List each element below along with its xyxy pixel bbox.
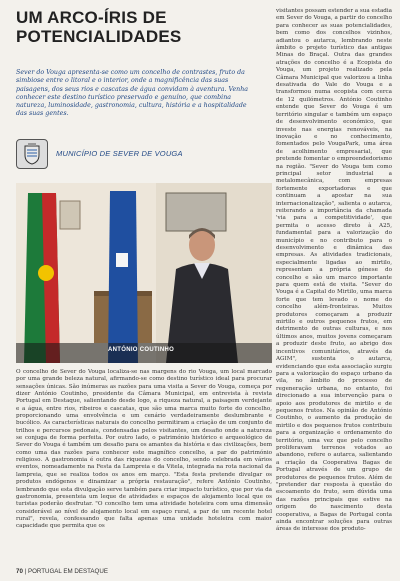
article-body-left-column	[16, 369, 272, 531]
body-paragraph: visitantes possam estender a sua estadia em Sever do Vouga, a partir do concelho para conhecer as suas potencialidades, bem como dos concelhos vizinhos, adiantou o autarca, lembrando neste âmbito o projeto turístico das antigas Minas do Braçal. Outra das grandes atrações do concelho é a Ecopista do Vouga, um projeto realizado pela Câmara Municipal que valorizou a linha desativada do Vale do Vouga e a transformou numa ecopista com cerca de 12 quilómetros. António Coutinho entende que Sever do Vouga é um território singular e também um espaço de desenvolvimento económico, que investe nas energias renováveis, na inovação e no conhecimento, fomentados pelo VougaPark, uma área de acolhimento empresarial, que pretende fomentar o empreendedorismo na região. "Sever do Vouga tem como principal setor industrial a metalomecânica, com empresas fortemente exportadoras e que continuam a apostar na sua internacionalização", salienta o autarca, reiterando a importância da chamada 'via para a competitividade', que permita o acesso direto à A25, fundamental para a valorização do município e no contributo para o desenvolvimento e dinâmica das empresas. As atividades tradicionais, especialmente ligadas ao mirtilo, representam a própria génese do concelho e são um marco importante para quem está de visita. "Sever do Vouga é a Capital do Mirtilo, uma marca forte que tem levado o nome do concelho além-fronteiras. Muitos produtores começaram a produzir mirtilo e outros pequenos frutos, em detrimento de outras culturas, e nos últimos anos, muitos jovens começaram a produzir deste fruto, ao abrigo dos incentivos comunitários, através da AGIM", sustenta o autarca, evidenciando que esta associação surgiu para a valorização do espaço urbano da vila, no âmbito do processo de regeneração urbana, no entanto, foi direcionado a sua intervenção para o apoio aos produtores de mirtilo e de pequenos frutos. Na opinião de António Coutinho, o aumento da produção de mirtilo e dos pequenos frutos contribuiu para a organização e ordenamento do território, uma vez que pelo concelho proliferavam terrenos votados ao abandono, refere o autarca, salientando a criação da Cooperativa Bagas de Portugal através de um grupo de produtores de pequenos frutos. Além de "pretender dar resposta à questão do escoamento do fruto, sem dúvida uma das razões principais que estive na origem do nascimento desta cooperativa, a Bagas de Portugal conta ainda encontrar soluções para outras áreas de interesse dos produto-	[276, 8, 392, 533]
footer-separator: |	[24, 568, 28, 575]
municipal-crest-icon	[16, 139, 48, 169]
municipality-header	[16, 139, 256, 167]
page-number: 70	[16, 568, 23, 575]
body-paragraph: O concelho de Sever do Vouga localiza-se nas margens do rio Vouga, um local marcado por uma grande beleza natural, afirmando-se como destino turístico ideal para procurar sensações únicas. São inúmeras as razões para uma visita a Sever do Vouga, começa por dizer António Coutinho, presidente da Câmara Municipal, em entrevista à revista Portugal em Destaque, salientando desde logo, a riqueza natural, a paisagem verdejante e a água, entre rios, ribeiros e cascatas, que são uma marca muito forte do concelho, proporcionando uma envolvência e um cenário verdadeiramente deslumbrante e bucólico. As características naturais do concelho permitiram a criação de um conjunto de trilhos e percursos pedonais, condensadas pelos visitantes, um desafio onde a natureza se conjuga de forma perfeita. Por outro lado, o património histórico e arqueológico de Sever do Vouga é também um desafio para os amantes da história e das civilizações, bem como uma das razões para conhecer este magnífico concelho, a par do património religioso. A gastronomia é outra das riquezas do concelho, sendo celebrada em vários eventos, nomeadamente na Festa da Lampreia e da Vitela, integrada na rota nacional da lampreia, que se realiza todos os anos em março. "Esta festa pretende divulgar os produtos endógenos e dinamizar a própria restauração", refere António Coutinho, lembrando que esta divulgação serve também para criar impacto turístico, que por via da gastronomia, presenteia um leque de atividades e espaços de alojamento local que os turistas poderão desfrutar. "O concelho tem uma atividade hoteleira com uma dimensão considerável ao nível do alojamento local em espaço rural, a par de um recente hotel rural", revela, confessando que falta apenas uma unidade hoteleira com maior capacidade que permita que os	[16, 369, 272, 530]
page-footer	[16, 568, 108, 575]
article-lead: Sever do Vouga apresenta-se como um concelho de contrastes, fruto da simbiose entre o litoral e o interior, onde a magnificência das suas paisagens, dos seus rios e cascatas de água convidam à aventura. Venha conhecer este destino turístico preservado e genuíno, que combina natureza, luminosidade, gastronomia, cultura, história e a hospitalidade das suas gentes.	[16, 69, 249, 118]
photo-caption: ANTÓNIO COUTINHO	[108, 347, 175, 353]
article-body-right-column	[276, 8, 392, 534]
publication-name: PORTUGAL EM DESTAQUE	[27, 568, 108, 575]
article-title: UM ARCO-ÍRIS DE POTENCIALIDADES	[16, 8, 182, 46]
interview-photo	[16, 183, 272, 363]
municipality-label: MUNICÍPIO DE SEVER DE VOUGA	[56, 149, 183, 158]
